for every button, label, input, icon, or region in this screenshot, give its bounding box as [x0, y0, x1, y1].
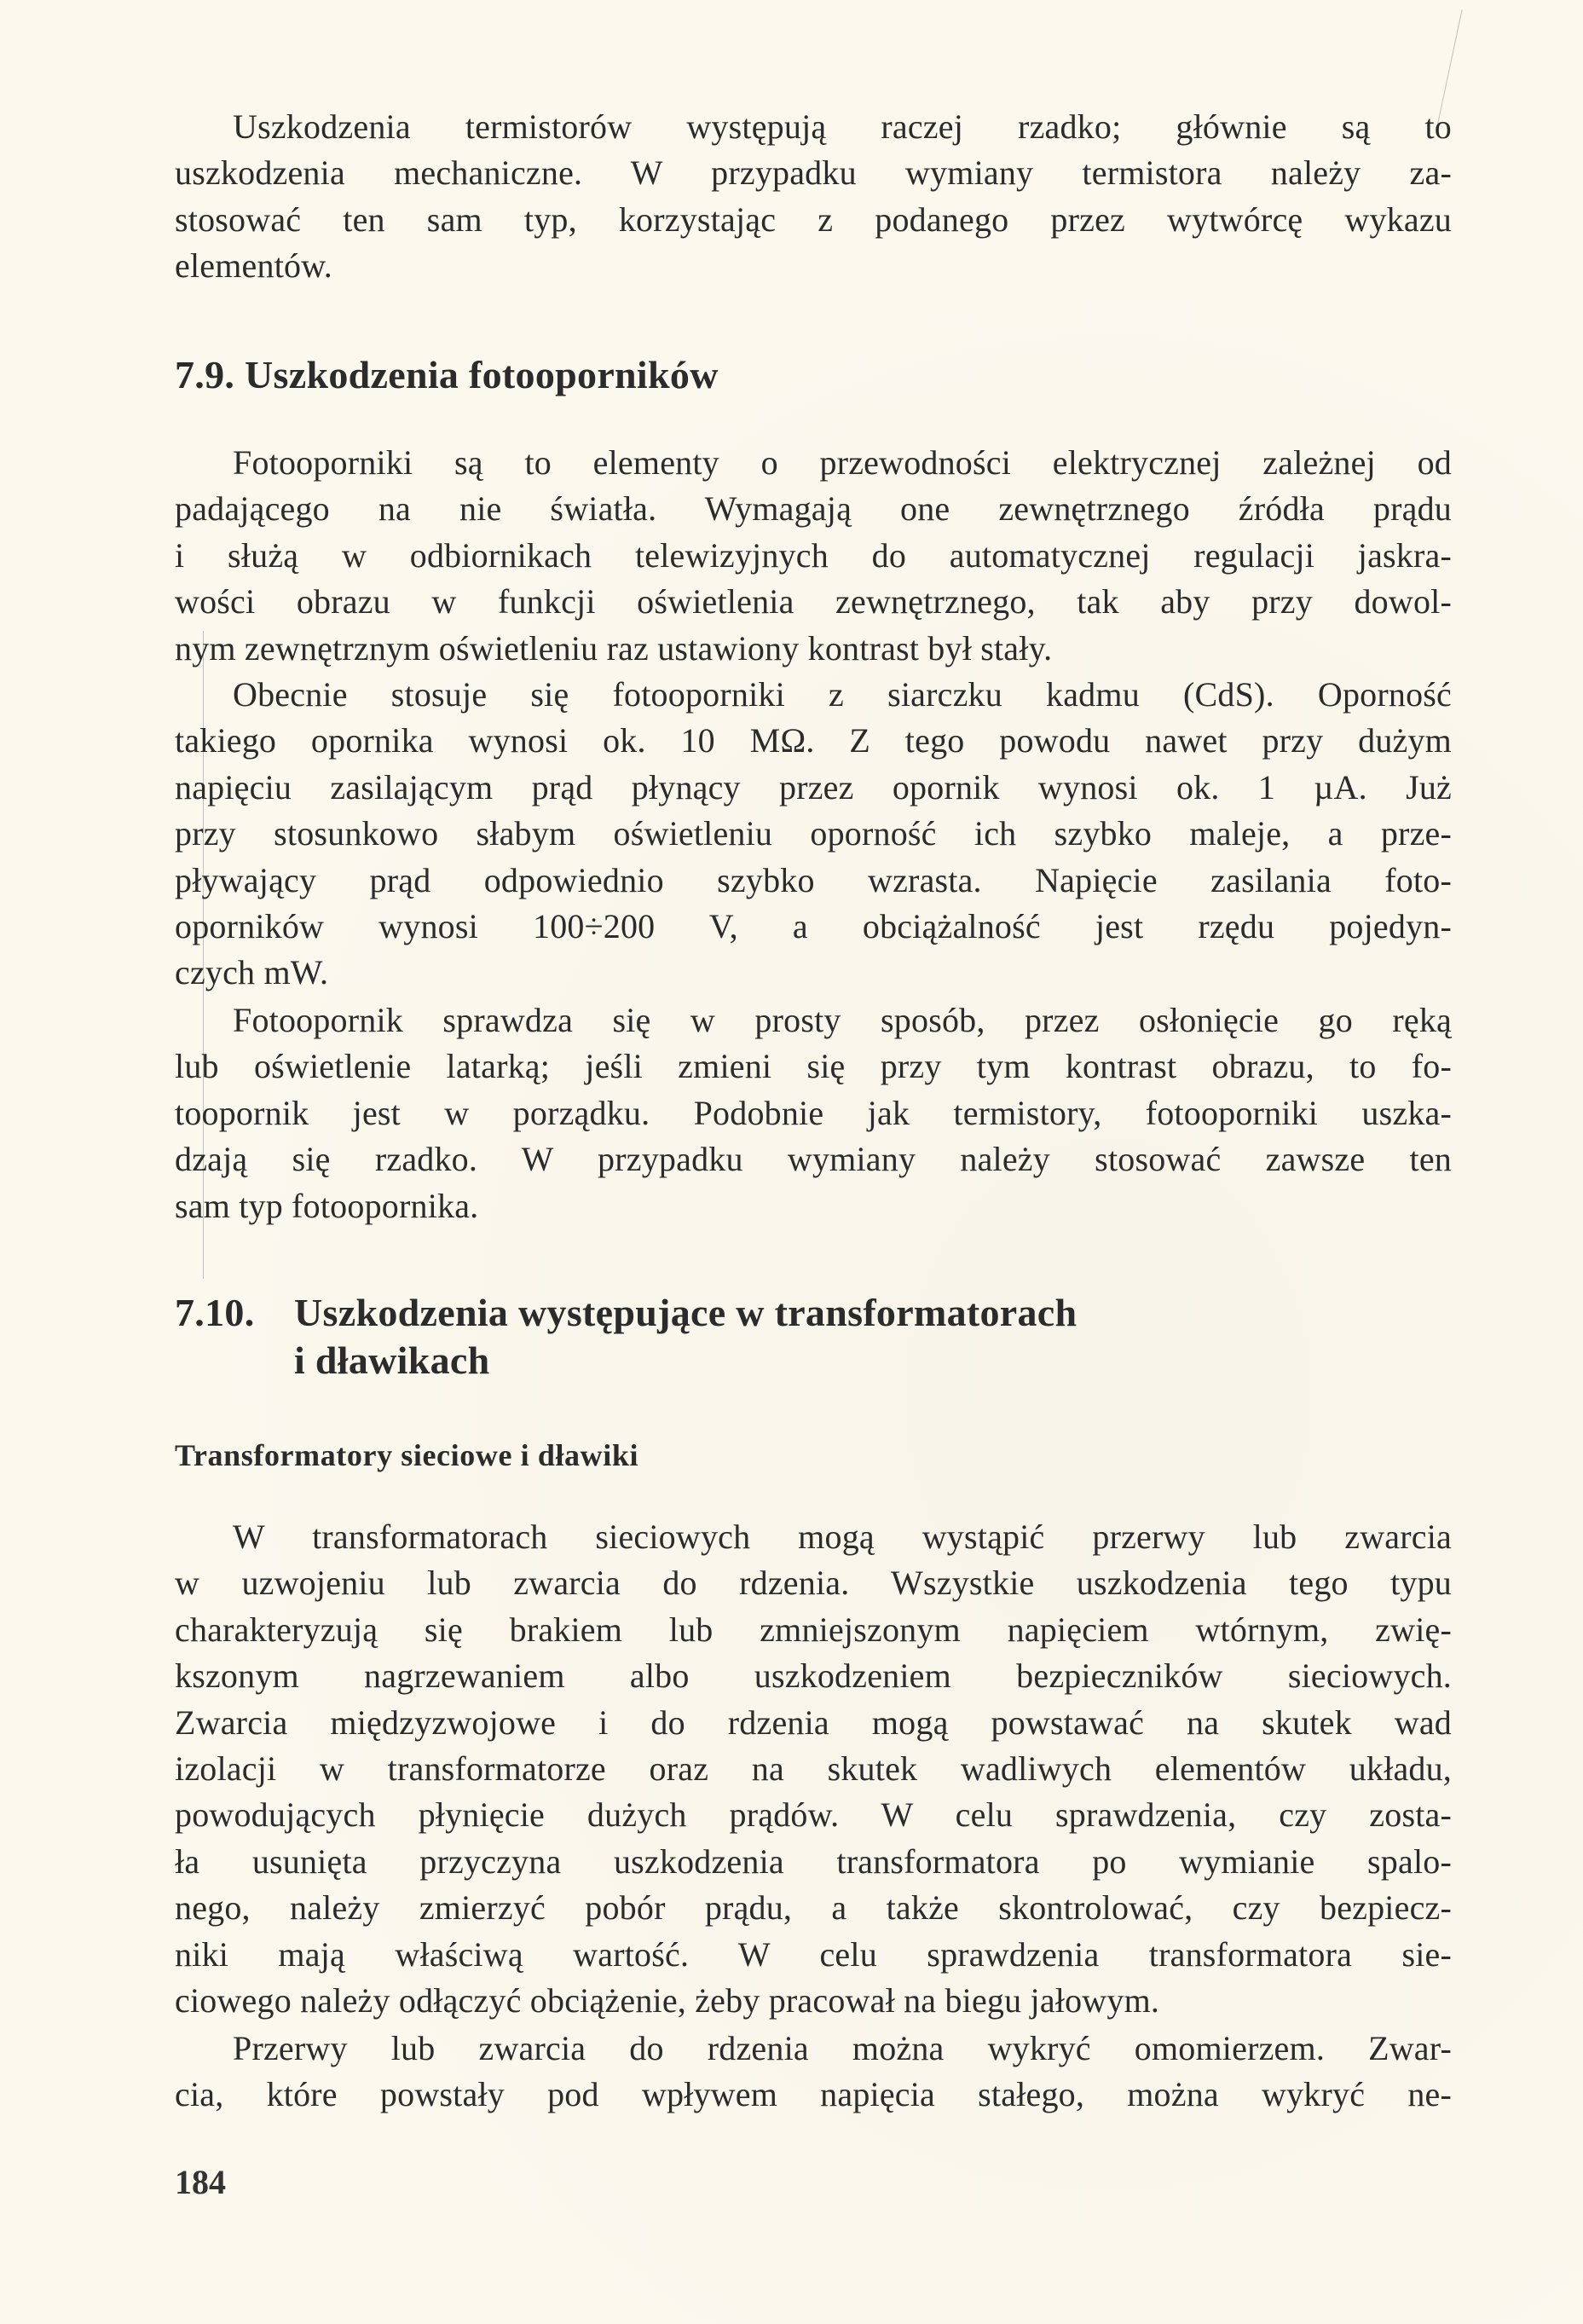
text-line: i służą w odbiornikach telewizyjnych do automatycznej regulacji jaskra- [175, 535, 1452, 575]
text-line: charakteryzują się brakiem lub zmniejszonym napięciem wtórnym, zwię- [175, 1610, 1452, 1649]
text-line: padającego na nie światła. Wymagają one zewnętrznego źródła prądu [175, 489, 1452, 529]
text-line: elementów. [175, 246, 332, 286]
section-7-10-heading [175, 1289, 1452, 1385]
intro-paragraph [175, 104, 1452, 290]
text-line: czych mW. [175, 953, 329, 992]
text-line: stosować ten sam typ, korzystając z podanego przez wytwórcę wykazu [175, 199, 1452, 239]
section-heading [175, 1289, 1452, 1385]
text-line: Przerwy lub zwarcia do rdzenia można wykryć omomierzem. Zwar- [233, 2029, 1452, 2067]
text-line: Fotoopornik sprawdza się w prosty sposób, przez osłonięcie go ręką [233, 1001, 1452, 1039]
section-title: Uszkodzenia fotooporników [245, 353, 719, 396]
text-line: wości obrazu w funkcji oświetlenia zewnętrznego, tak aby przy dowol- [175, 582, 1452, 621]
section-7-9-paragraph-2 [175, 672, 1452, 997]
section-title-line-2: i dławikach [294, 1338, 490, 1382]
text-line: przy stosunkowo słabym oświetleniu oporność ich szybko maleje, a prze- [175, 814, 1452, 853]
paragraph [175, 997, 1452, 1229]
text-line: takiego opornika wynosi ok. 10 MΩ. Z tego powodu nawet przy dużym [175, 721, 1452, 760]
text-line: W transformatorach sieciowych mogą wystąpić przerwy lub zwarcia [233, 1518, 1452, 1556]
page-number: 184 [175, 2163, 226, 2201]
text-line: izolacji w transformatorze oraz na skutek wadliwych elementów układu, [175, 1749, 1452, 1789]
text-line: napięciu zasilającym prąd płynący przez opornik wynosi ok. 1 µA. Już [175, 767, 1452, 806]
section-7-9-paragraph-1 [175, 440, 1452, 672]
text-line: powodujących płynięcie dużych prądów. W celu sprawdzenia, czy zosta- [175, 1795, 1452, 1835]
text-line: lub oświetlenie latarką; jeśli zmieni się przy tym kontrast obrazu, to fo- [175, 1047, 1452, 1086]
text-line: Obecnie stosuje się fotooporniki z siarczku kadmu (CdS). Oporność [233, 675, 1452, 714]
paragraph [175, 104, 1452, 290]
text-line: w uzwojeniu lub zwarcia do rdzenia. Wszystkie uszkodzenia tego typu [175, 1564, 1452, 1603]
text-line: sam typ fotoopornika. [175, 1186, 479, 1225]
section-7-10-paragraph-2 [175, 2026, 1452, 2119]
text-line: nego, należy zmierzyć pobór prądu, a także skontrolować, czy bezpiecz- [175, 1888, 1452, 1928]
section-number: 7.9. [175, 353, 235, 396]
text-line: ciowego należy odłączyć obciążenie, żeby pracował na biegu jałowym. [175, 1981, 1160, 2020]
text-line: Zwarcia międzyzwojowe i do rdzenia mogą powstawać na skutek wad [175, 1703, 1452, 1742]
section-heading [175, 351, 1452, 399]
text-line: oporników wynosi 100÷200 V, a obciążalność jest rzędu pojedyn- [175, 907, 1452, 946]
text-line: ła usunięta przyczyna uszkodzenia transformatora po wymianie spalo- [175, 1841, 1452, 1881]
text-line: dzają się rzadko. W przypadku wymiany należy stosować zawsze ten [175, 1140, 1452, 1179]
paragraph [175, 672, 1452, 997]
text-line: Uszkodzenia termistorów występują raczej rzadko; głównie są to [233, 107, 1452, 146]
paragraph [175, 2026, 1452, 2119]
section-7-9-heading [175, 351, 1452, 399]
section-number: 7.10. [175, 1291, 255, 1334]
text-line: cia, które powstały pod wpływem napięcia stałego, można wykryć ne- [175, 2075, 1452, 2114]
section-title-line-1: Uszkodzenia występujące w transformatorach [294, 1291, 1077, 1334]
paragraph [175, 440, 1452, 672]
subsection-heading-block [175, 1437, 1452, 1474]
section-7-9-paragraph-3 [175, 997, 1452, 1229]
text-line: uszkodzenia mechaniczne. W przypadku wymiany termistora należy za- [175, 153, 1452, 193]
text-line: toopornik jest w porządku. Podobnie jak termistory, fotooporniki uszka- [175, 1093, 1452, 1132]
paragraph [175, 1514, 1452, 2024]
text-line: niki mają właściwą wartość. W celu sprawdzenia transformatora sie- [175, 1934, 1452, 1974]
text-line: Fotooporniki są to elementy o przewodności elektrycznej zależnej od [233, 443, 1452, 482]
text-line: nym zewnętrznym oświetleniu raz ustawiony kontrast był stały. [175, 628, 1053, 668]
subsection-heading: Transformatory sieciowe i dławiki [175, 1438, 639, 1472]
text-line: kszonym nagrzewaniem albo uszkodzeniem bezpieczników sieciowych. [175, 1656, 1452, 1696]
section-7-10-paragraph-1 [175, 1514, 1452, 2024]
text-line: pływający prąd odpowiednio szybko wzrasta. Napięcie zasilania foto- [175, 860, 1452, 899]
